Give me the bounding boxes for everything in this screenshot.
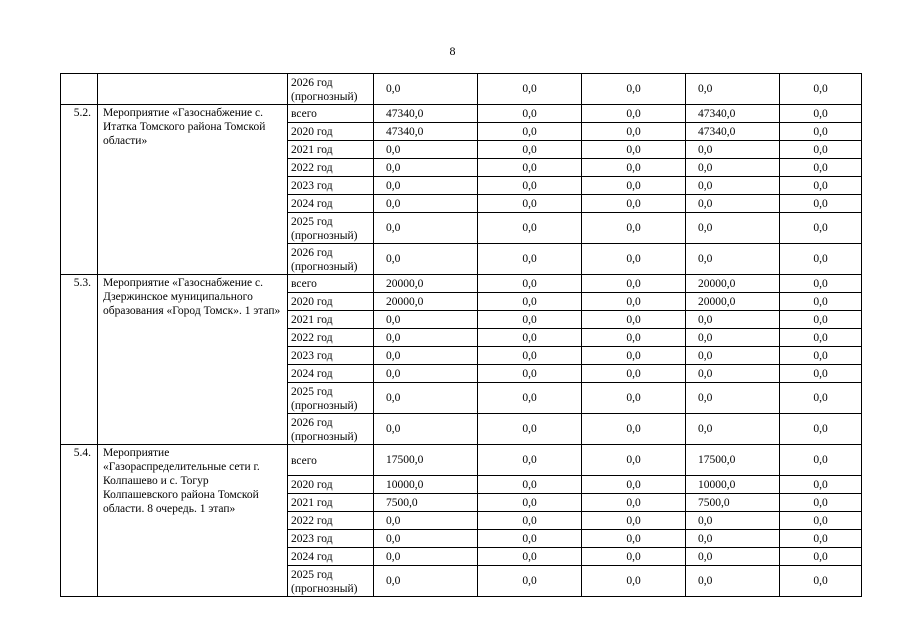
value-cell: 0,0 [686, 195, 780, 213]
value-cell: 0,0 [780, 195, 862, 213]
year-cell: 2023 год [288, 347, 374, 365]
value-cell: 0,0 [780, 275, 862, 293]
value-cell: 0,0 [582, 476, 686, 494]
table-row [61, 275, 862, 293]
value-cell: 0,0 [582, 213, 686, 244]
year-cell: 2020 год [288, 123, 374, 141]
value-cell: 0,0 [582, 329, 686, 347]
value-cell: 0,0 [374, 244, 478, 275]
value-cell: 0,0 [478, 159, 582, 177]
value-cell: 0,0 [582, 383, 686, 414]
item-number-cell: 5.4. [61, 445, 98, 597]
value-cell: 0,0 [780, 476, 862, 494]
value-cell: 0,0 [582, 311, 686, 329]
year-cell: всего [288, 105, 374, 123]
value-cell: 10000,0 [374, 476, 478, 494]
table-row [61, 105, 862, 123]
value-cell: 0,0 [582, 244, 686, 275]
value-cell: 0,0 [780, 494, 862, 512]
value-cell: 0,0 [478, 141, 582, 159]
value-cell: 0,0 [478, 177, 582, 195]
year-cell: 2025 год (прогнозный) [288, 383, 374, 414]
value-cell: 0,0 [478, 275, 582, 293]
value-cell: 0,0 [374, 159, 478, 177]
value-cell: 0,0 [478, 566, 582, 597]
value-cell: 0,0 [780, 293, 862, 311]
value-cell: 0,0 [686, 74, 780, 105]
year-cell: всего [288, 445, 374, 476]
value-cell: 0,0 [780, 244, 862, 275]
item-number-cell: 5.2. [61, 105, 98, 275]
value-cell: 0,0 [582, 414, 686, 445]
value-cell: 0,0 [478, 293, 582, 311]
value-cell: 0,0 [478, 512, 582, 530]
value-cell: 0,0 [582, 365, 686, 383]
value-cell: 20000,0 [374, 275, 478, 293]
value-cell: 0,0 [478, 195, 582, 213]
table-row [61, 445, 862, 476]
value-cell: 20000,0 [374, 293, 478, 311]
value-cell: 0,0 [582, 548, 686, 566]
value-cell: 0,0 [374, 566, 478, 597]
value-cell: 0,0 [478, 548, 582, 566]
value-cell: 0,0 [374, 177, 478, 195]
value-cell: 0,0 [374, 329, 478, 347]
value-cell: 0,0 [478, 123, 582, 141]
value-cell: 0,0 [582, 105, 686, 123]
value-cell: 0,0 [374, 512, 478, 530]
value-cell: 0,0 [582, 275, 686, 293]
value-cell: 0,0 [374, 311, 478, 329]
value-cell: 0,0 [686, 177, 780, 195]
value-cell: 0,0 [686, 213, 780, 244]
value-cell: 20000,0 [686, 293, 780, 311]
value-cell: 0,0 [686, 566, 780, 597]
value-cell: 0,0 [478, 365, 582, 383]
value-cell: 0,0 [582, 195, 686, 213]
value-cell: 0,0 [686, 311, 780, 329]
value-cell: 0,0 [780, 548, 862, 566]
value-cell: 0,0 [582, 530, 686, 548]
value-cell: 0,0 [780, 123, 862, 141]
item-number-cell: 5.3. [61, 275, 98, 445]
year-cell: 2026 год (прогнозный) [288, 244, 374, 275]
value-cell: 0,0 [478, 311, 582, 329]
year-cell: 2025 год (прогнозный) [288, 213, 374, 244]
value-cell: 0,0 [582, 512, 686, 530]
value-cell: 0,0 [780, 141, 862, 159]
value-cell: 0,0 [374, 365, 478, 383]
value-cell: 0,0 [582, 141, 686, 159]
year-cell: 2021 год [288, 141, 374, 159]
value-cell: 0,0 [780, 383, 862, 414]
value-cell: 0,0 [374, 74, 478, 105]
value-cell: 0,0 [478, 105, 582, 123]
year-cell: 2025 год (прогнозный) [288, 566, 374, 597]
value-cell: 10000,0 [686, 476, 780, 494]
value-cell: 0,0 [780, 566, 862, 597]
budget-table [60, 73, 862, 597]
value-cell: 0,0 [780, 414, 862, 445]
value-cell: 0,0 [478, 476, 582, 494]
value-cell: 0,0 [478, 494, 582, 512]
value-cell: 0,0 [686, 329, 780, 347]
table-row [61, 74, 862, 105]
item-name-cell: Мероприятие «Газоснабжение с. Дзержинское муниципального образования «Город Томск». 1 этап» [98, 275, 288, 445]
value-cell: 17500,0 [686, 445, 780, 476]
value-cell: 0,0 [582, 159, 686, 177]
value-cell: 0,0 [582, 177, 686, 195]
value-cell: 0,0 [780, 105, 862, 123]
value-cell: 0,0 [780, 347, 862, 365]
value-cell: 0,0 [582, 74, 686, 105]
item-number-cell [61, 74, 98, 105]
value-cell: 0,0 [780, 530, 862, 548]
year-cell: 2024 год [288, 365, 374, 383]
value-cell: 47340,0 [374, 123, 478, 141]
year-cell: 2022 год [288, 159, 374, 177]
value-cell: 0,0 [686, 244, 780, 275]
value-cell: 0,0 [374, 141, 478, 159]
value-cell: 0,0 [582, 293, 686, 311]
value-cell: 0,0 [478, 244, 582, 275]
value-cell: 47340,0 [686, 123, 780, 141]
value-cell: 0,0 [374, 530, 478, 548]
item-name-cell: Мероприятие «Газоснабжение с. Итатка Томского района Томской области» [98, 105, 288, 275]
value-cell: 0,0 [478, 445, 582, 476]
value-cell: 0,0 [582, 566, 686, 597]
value-cell: 0,0 [582, 347, 686, 365]
value-cell: 0,0 [374, 195, 478, 213]
value-cell: 7500,0 [374, 494, 478, 512]
value-cell: 0,0 [780, 365, 862, 383]
value-cell: 0,0 [780, 512, 862, 530]
value-cell: 47340,0 [374, 105, 478, 123]
value-cell: 0,0 [582, 445, 686, 476]
year-cell: 2021 год [288, 311, 374, 329]
page-number: 8 [449, 44, 456, 58]
year-cell: 2021 год [288, 494, 374, 512]
value-cell: 20000,0 [686, 275, 780, 293]
value-cell: 0,0 [686, 365, 780, 383]
year-cell: 2024 год [288, 548, 374, 566]
value-cell: 0,0 [478, 74, 582, 105]
item-name-cell: Мероприятие «Газораспределительные сети г. Колпашево и с. Тогур Колпашевского района Томской области. 8 очередь. 1 этап» [98, 445, 288, 597]
value-cell: 0,0 [686, 383, 780, 414]
value-cell: 0,0 [686, 414, 780, 445]
value-cell: 0,0 [686, 347, 780, 365]
value-cell: 7500,0 [686, 494, 780, 512]
value-cell: 0,0 [478, 530, 582, 548]
year-cell: 2026 год (прогнозный) [288, 74, 374, 105]
value-cell: 0,0 [374, 347, 478, 365]
value-cell: 0,0 [686, 530, 780, 548]
value-cell: 0,0 [374, 213, 478, 244]
value-cell: 0,0 [780, 74, 862, 105]
year-cell: 2024 год [288, 195, 374, 213]
value-cell: 0,0 [478, 414, 582, 445]
year-cell: 2026 год (прогнозный) [288, 414, 374, 445]
value-cell: 0,0 [780, 311, 862, 329]
value-cell: 0,0 [582, 494, 686, 512]
value-cell: 0,0 [478, 347, 582, 365]
year-cell: всего [288, 275, 374, 293]
value-cell: 0,0 [374, 383, 478, 414]
value-cell: 0,0 [582, 123, 686, 141]
value-cell: 0,0 [686, 512, 780, 530]
value-cell: 0,0 [686, 141, 780, 159]
value-cell: 0,0 [478, 329, 582, 347]
value-cell: 0,0 [780, 159, 862, 177]
value-cell: 0,0 [686, 548, 780, 566]
item-name-cell [98, 74, 288, 105]
value-cell: 0,0 [780, 445, 862, 476]
value-cell: 47340,0 [686, 105, 780, 123]
value-cell: 0,0 [780, 177, 862, 195]
year-cell: 2022 год [288, 329, 374, 347]
year-cell: 2020 год [288, 476, 374, 494]
value-cell: 0,0 [374, 548, 478, 566]
year-cell: 2023 год [288, 530, 374, 548]
value-cell: 0,0 [780, 213, 862, 244]
value-cell: 17500,0 [374, 445, 478, 476]
value-cell: 0,0 [478, 383, 582, 414]
value-cell: 0,0 [478, 213, 582, 244]
value-cell: 0,0 [374, 414, 478, 445]
year-cell: 2022 год [288, 512, 374, 530]
year-cell: 2023 год [288, 177, 374, 195]
value-cell: 0,0 [780, 329, 862, 347]
value-cell: 0,0 [686, 159, 780, 177]
year-cell: 2020 год [288, 293, 374, 311]
